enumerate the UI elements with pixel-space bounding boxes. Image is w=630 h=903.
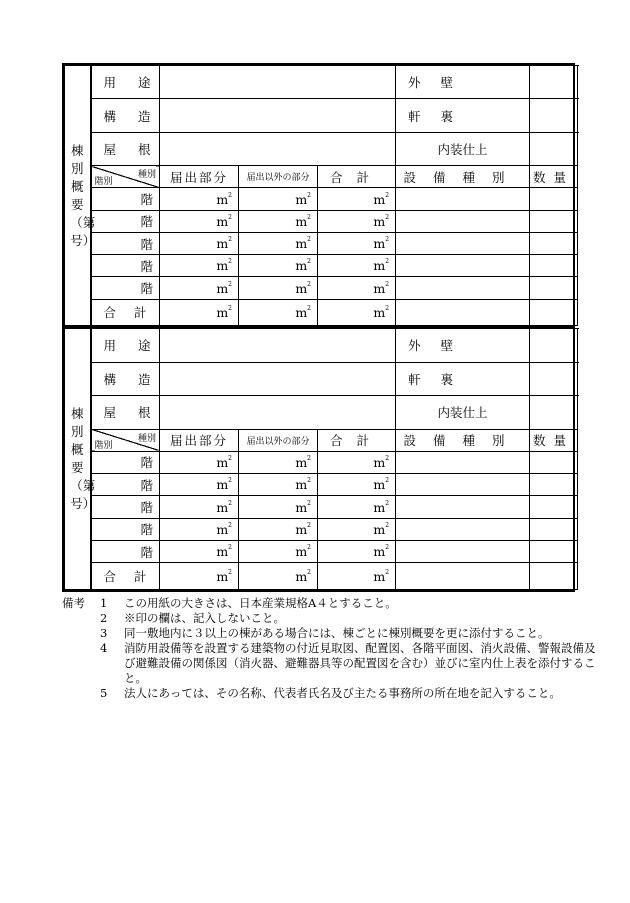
unit-m: m — [373, 454, 386, 470]
unit-m: m — [295, 477, 308, 493]
unit-m: m — [216, 521, 229, 537]
unit-sup: 2 — [228, 213, 232, 221]
unit-m: m — [295, 258, 308, 274]
remark-item-4 — [62, 641, 602, 686]
area-igai[interactable] — [239, 232, 318, 254]
unit-sup: 2 — [385, 236, 390, 243]
field-suuryou[interactable] — [530, 518, 578, 540]
area-todokede[interactable] — [160, 474, 239, 496]
field-setsubi[interactable] — [396, 541, 530, 563]
field-kouzou[interactable] — [160, 99, 396, 132]
unit-m: m — [295, 191, 308, 207]
field-yane[interactable] — [160, 396, 396, 430]
floor-label[interactable] — [91, 518, 160, 540]
unit-sup: 2 — [385, 280, 390, 288]
remark-text: 消防用設備等を設置する建築物の付近見取図、配置図、各階平面図、消火設備、警報設備及び避難設備の関係図（消火器、避難器具等の配置図を含む）並びに室内仕上表を添付すること。 — [124, 641, 596, 685]
unit-m: m — [373, 191, 386, 207]
unit-m: m — [216, 477, 229, 493]
floor-kai: 階 — [140, 192, 153, 207]
header-goukei: 合計 — [318, 429, 396, 451]
area-igai[interactable] — [239, 518, 318, 540]
unit-m: m — [295, 499, 308, 515]
unit-sup: 2 — [385, 304, 390, 312]
label-nokiura: 軒裏 — [396, 99, 530, 132]
floor-row — [65, 188, 578, 210]
unit-m: m — [295, 454, 308, 470]
label-kouzou: 構造 — [91, 362, 160, 396]
area-goukei[interactable] — [318, 255, 396, 277]
area-todokede[interactable] — [160, 518, 239, 540]
unit-m: m — [373, 544, 386, 560]
floor-kai: 階 — [140, 258, 153, 274]
unit-m: m — [295, 568, 308, 584]
unit-sup: 2 — [307, 304, 311, 312]
field-suuryou[interactable] — [530, 299, 578, 325]
floor-label[interactable] — [91, 277, 160, 299]
unit-m: m — [373, 521, 386, 537]
area-igai[interactable] — [239, 451, 318, 473]
area-todokede[interactable] — [160, 232, 239, 254]
unit-sup: 2 — [385, 544, 390, 552]
label-kouzou: 構造 — [91, 99, 160, 132]
unit-m: m — [295, 521, 308, 537]
remark-text: 法人にあっては、その名称、代表者氏名及び主たる事務所の所在地を記入すること。 — [124, 686, 561, 700]
area-goukei[interactable] — [318, 474, 396, 496]
floor-kai: 階 — [140, 500, 153, 516]
unit-m: m — [373, 304, 386, 320]
label-yane: 屋根 — [91, 132, 160, 165]
unit-m: m — [295, 304, 308, 320]
field-setsubi[interactable] — [396, 474, 530, 496]
area-todokede[interactable] — [160, 210, 239, 232]
unit-sup: 2 — [307, 499, 311, 507]
unit-sup: 2 — [307, 568, 311, 576]
floor-row — [65, 451, 578, 473]
floor-kai: 階 — [140, 522, 153, 538]
floor-row — [65, 277, 578, 299]
label-yane: 屋根 — [91, 396, 160, 430]
unit-m: m — [295, 544, 308, 560]
field-suuryou[interactable] — [530, 496, 578, 518]
field-youto[interactable] — [160, 329, 396, 363]
floor-row — [65, 496, 578, 518]
unit-sup: 2 — [228, 454, 232, 462]
header-todokede: 届出部分 — [160, 166, 239, 188]
total-row — [65, 563, 578, 590]
area-todokede[interactable] — [160, 496, 239, 518]
header-igai: 届出以外の部分 — [239, 166, 318, 188]
total-label: 合計 — [91, 299, 160, 325]
unit-sup: 2 — [385, 258, 390, 266]
floor-row — [65, 541, 578, 563]
unit-sup: 2 — [228, 304, 232, 312]
header-igai: 届出以外の部分 — [239, 429, 318, 451]
label-naisou: 内装仕上 — [396, 132, 530, 165]
area-goukei[interactable] — [318, 451, 396, 473]
unit-sup: 2 — [228, 191, 232, 199]
unit-sup: 2 — [307, 454, 311, 462]
label-nokiura: 軒裏 — [396, 362, 530, 396]
floor-label[interactable] — [91, 255, 160, 277]
unit-m: m — [373, 258, 386, 274]
unit-sup: 2 — [228, 280, 232, 288]
total-todokede[interactable] — [160, 299, 239, 325]
label-gaiheki: 外壁 — [396, 66, 530, 99]
field-setsubi[interactable] — [396, 255, 530, 277]
floor-kai: 階 — [140, 236, 153, 252]
unit-m: m — [216, 280, 229, 296]
area-goukei[interactable] — [318, 541, 396, 563]
floor-kai: 階 — [140, 214, 153, 230]
field-setsubi[interactable] — [396, 518, 530, 540]
field-naisou[interactable] — [530, 396, 578, 430]
remark-item-1 — [62, 596, 602, 611]
unit-sup: 2 — [385, 454, 390, 462]
remark-text: この用紙の大きさは、日本産業規格A４とすること。 — [124, 596, 397, 610]
area-goukei[interactable] — [318, 518, 396, 540]
header-kaibetsu: 階別 — [94, 177, 113, 188]
remark-item-3 — [62, 626, 602, 641]
floor-row — [65, 518, 578, 540]
field-suuryou[interactable] — [530, 563, 578, 590]
field-suuryou[interactable] — [530, 451, 578, 473]
remark-item-2 — [62, 611, 602, 626]
label-youto: 用途 — [91, 329, 160, 363]
area-todokede[interactable] — [160, 188, 239, 210]
field-suuryou[interactable] — [530, 232, 578, 254]
field-setsubi[interactable] — [396, 451, 530, 473]
header-kaibetsu: 階別 — [94, 440, 113, 451]
area-goukei[interactable] — [318, 277, 396, 299]
unit-sup: 2 — [228, 236, 232, 243]
area-goukei[interactable] — [318, 210, 396, 232]
floor-kai: 階 — [140, 281, 153, 296]
field-setsubi[interactable] — [396, 299, 530, 325]
total-igai[interactable] — [239, 563, 318, 590]
total-todokede[interactable] — [160, 563, 239, 590]
area-goukei[interactable] — [318, 188, 396, 210]
header-diagonal-cell — [91, 166, 160, 188]
unit-m: m — [373, 280, 386, 296]
area-goukei[interactable] — [318, 496, 396, 518]
side-label-text: 棟別概要（第 号） — [70, 142, 108, 248]
remark-text: 同一敷地内に３以上の棟がある場合には、棟ごとに棟別概要を更に添付すること。 — [124, 626, 550, 640]
unit-sup: 2 — [307, 477, 311, 485]
remark-number: 5 — [100, 686, 108, 700]
unit-m: m — [216, 544, 229, 560]
unit-sup: 2 — [385, 499, 390, 507]
floor-kai: 階 — [140, 544, 153, 560]
remark-number: 2 — [100, 611, 108, 625]
remarks-section — [62, 596, 602, 701]
floor-row — [65, 474, 578, 496]
area-igai[interactable] — [239, 188, 318, 210]
area-todokede[interactable] — [160, 541, 239, 563]
unit-m: m — [373, 236, 386, 251]
area-todokede[interactable] — [160, 277, 239, 299]
unit-sup: 2 — [307, 236, 311, 243]
total-label: 合計 — [91, 563, 160, 590]
field-suuryou[interactable] — [530, 188, 578, 210]
unit-m: m — [216, 454, 229, 470]
field-suuryou[interactable] — [530, 210, 578, 232]
area-goukei[interactable] — [318, 232, 396, 254]
unit-m: m — [216, 258, 229, 274]
unit-sup: 2 — [228, 258, 232, 266]
area-igai[interactable] — [239, 496, 318, 518]
unit-m: m — [295, 213, 308, 229]
floor-label[interactable] — [91, 188, 160, 210]
unit-sup: 2 — [228, 521, 232, 529]
unit-sup: 2 — [228, 477, 232, 485]
unit-m: m — [373, 568, 386, 584]
header-todokede: 届出部分 — [160, 429, 239, 451]
unit-m: m — [216, 191, 229, 207]
unit-sup: 2 — [307, 521, 311, 529]
field-nokiura[interactable] — [530, 362, 578, 396]
floor-kai: 階 — [140, 477, 153, 493]
field-gaiheki[interactable] — [530, 66, 578, 99]
unit-sup: 2 — [307, 191, 311, 199]
unit-sup: 2 — [385, 213, 390, 221]
floor-label[interactable] — [91, 541, 160, 563]
building-summary-table-1 — [62, 63, 575, 328]
unit-sup: 2 — [307, 280, 311, 288]
remark-number: 4 — [100, 641, 108, 655]
floor-row — [65, 210, 578, 232]
field-setsubi[interactable] — [396, 496, 530, 518]
unit-sup: 2 — [228, 544, 232, 552]
header-setsubi: 設備種別 — [396, 429, 530, 451]
field-suuryou[interactable] — [530, 474, 578, 496]
unit-sup: 2 — [228, 499, 232, 507]
label-youto: 用途 — [91, 66, 160, 99]
field-nokiura[interactable] — [530, 99, 578, 132]
field-suuryou[interactable] — [530, 541, 578, 563]
floor-label[interactable] — [91, 496, 160, 518]
floor-kai: 階 — [140, 455, 153, 471]
area-todokede[interactable] — [160, 255, 239, 277]
remark-number: 1 — [100, 596, 108, 610]
unit-sup: 2 — [307, 544, 311, 552]
label-naisou: 内装仕上 — [396, 396, 530, 430]
remark-number: 3 — [100, 626, 108, 640]
unit-m: m — [295, 236, 308, 251]
header-diagonal-cell — [91, 429, 160, 451]
field-setsubi[interactable] — [396, 563, 530, 590]
field-suuryou[interactable] — [530, 277, 578, 299]
unit-sup: 2 — [385, 568, 390, 576]
area-igai[interactable] — [239, 541, 318, 563]
unit-sup: 2 — [385, 191, 390, 199]
remark-item-5 — [62, 686, 602, 701]
floor-label[interactable] — [91, 232, 160, 254]
field-setsubi[interactable] — [396, 277, 530, 299]
field-setsubi[interactable] — [396, 210, 530, 232]
field-youto[interactable] — [160, 66, 396, 99]
label-gaiheki: 外壁 — [396, 329, 530, 363]
total-igai[interactable] — [239, 299, 318, 325]
header-suuryou: 数量 — [530, 166, 578, 188]
unit-m: m — [295, 280, 308, 296]
total-goukei[interactable] — [318, 299, 396, 325]
unit-m: m — [373, 499, 386, 515]
area-igai[interactable] — [239, 474, 318, 496]
unit-m: m — [216, 304, 229, 320]
unit-sup: 2 — [307, 213, 311, 221]
area-igai[interactable] — [239, 210, 318, 232]
header-shubetsu: 種別 — [137, 170, 156, 181]
header-suuryou: 数量 — [530, 429, 578, 451]
unit-m: m — [373, 477, 386, 493]
floor-row — [65, 232, 578, 254]
unit-m: m — [373, 213, 386, 229]
unit-sup: 2 — [385, 477, 390, 485]
field-naisou[interactable] — [530, 132, 578, 165]
header-goukei: 合計 — [318, 166, 396, 188]
total-goukei[interactable] — [318, 563, 396, 590]
header-shubetsu: 種別 — [137, 433, 156, 444]
side-label-text: 棟別概要（第 号） — [70, 406, 108, 511]
field-kouzou[interactable] — [160, 362, 396, 396]
field-setsubi[interactable] — [396, 232, 530, 254]
unit-m: m — [216, 568, 229, 584]
unit-sup: 2 — [385, 521, 390, 529]
unit-sup: 2 — [307, 258, 311, 266]
unit-m: m — [216, 236, 229, 251]
unit-sup: 2 — [228, 568, 232, 576]
unit-m: m — [216, 499, 229, 515]
field-gaiheki[interactable] — [530, 329, 578, 363]
area-todokede[interactable] — [160, 451, 239, 473]
field-yane[interactable] — [160, 132, 396, 165]
area-igai[interactable] — [239, 255, 318, 277]
area-igai[interactable] — [239, 277, 318, 299]
unit-m: m — [216, 213, 229, 229]
building-summary-table-2 — [62, 327, 575, 592]
floor-row — [65, 255, 578, 277]
floor-label[interactable] — [91, 451, 160, 473]
field-suuryou[interactable] — [530, 255, 578, 277]
header-setsubi: 設備種別 — [396, 166, 530, 188]
total-row — [65, 299, 578, 325]
field-setsubi[interactable] — [396, 188, 530, 210]
remark-text: ※印の欄は、記入しないこと。 — [124, 611, 285, 625]
remarks-heading: 備考 — [62, 596, 85, 610]
